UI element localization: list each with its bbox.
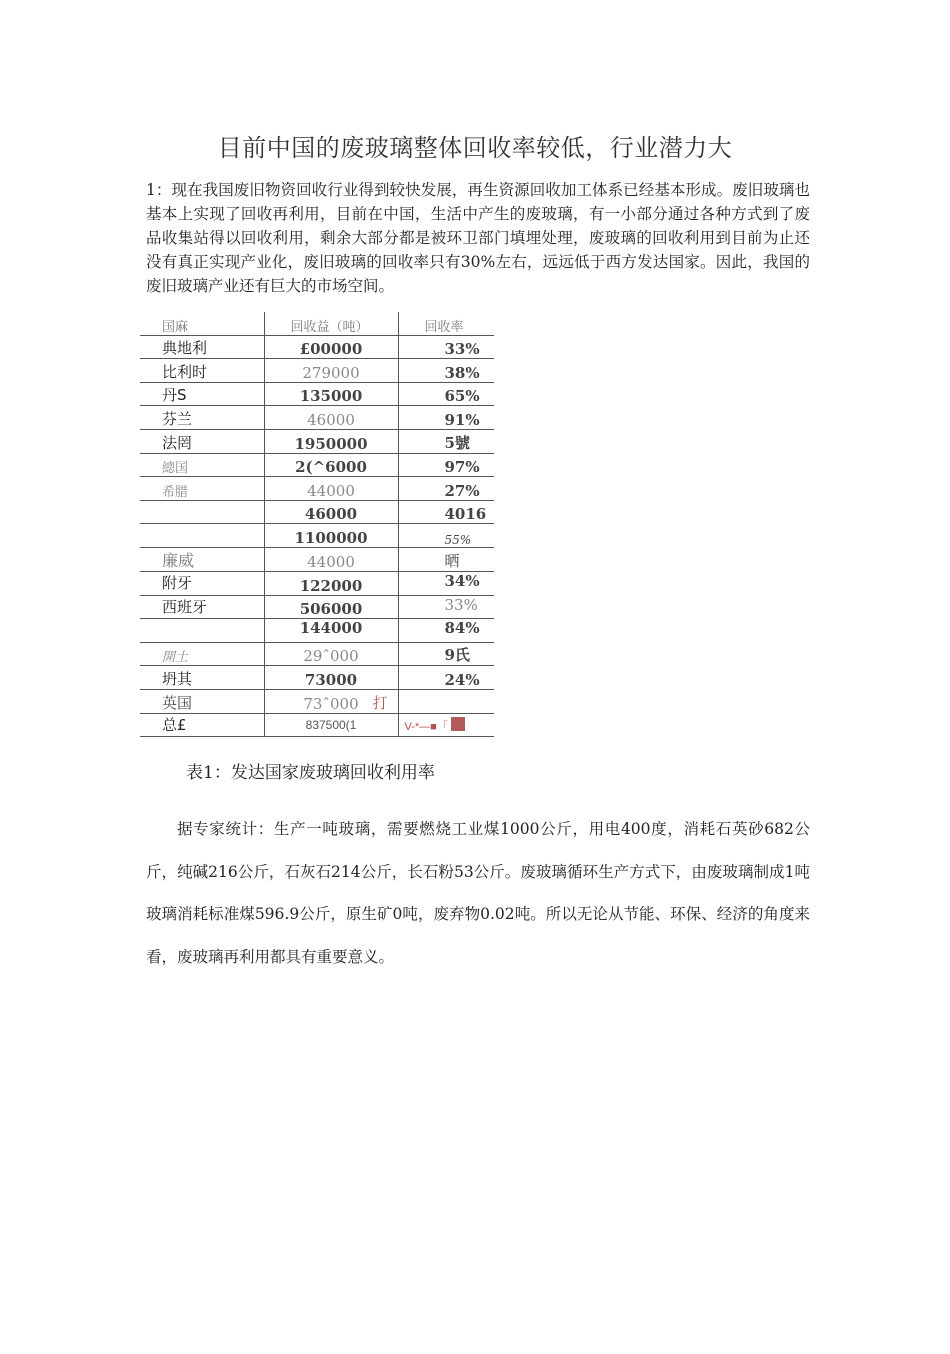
cell-amount: 122000 <box>264 571 398 595</box>
cell-country: 芬兰 <box>140 406 264 430</box>
cell-amount: 144000 <box>264 619 398 643</box>
cell-rate: 9氏 <box>398 642 494 666</box>
table-row <box>140 642 494 666</box>
cell-amount: 29ˆ000 <box>264 642 398 666</box>
table-row <box>140 524 494 548</box>
recycling-table <box>140 312 494 737</box>
cell-rate-text: V-*—■「 <box>404 720 448 733</box>
cell-rate: 55% <box>398 524 494 548</box>
cell-rate: 晒 <box>398 547 494 571</box>
cell-rate: 38% <box>398 359 494 383</box>
table-row <box>140 477 494 501</box>
table-header-row <box>140 312 494 335</box>
red-square-mark <box>451 717 465 731</box>
cell-country <box>140 500 264 524</box>
cell-country: 英国 <box>140 689 264 713</box>
statistics-paragraph: 据专家统计：生产一吨玻璃，需要燃烧工业煤1000公斤，用电400度，消耗石英砂682公斤，纯碱216公斤，石灰石214公斤，长石粉53公斤。废玻璃循环生产方式下，由废玻璃制成1吨玻璃消耗标准煤596.9公斤，原生矿0吨，废弃物0.02吨。所以无论从节能、环保、经济的角度来看，废玻璃再利用都具有重要意义。 <box>146 820 810 966</box>
cell-country: 典地利 <box>140 335 264 359</box>
cell-country: 丹S <box>140 382 264 406</box>
intro-paragraph: 1：现在我国废旧物资回收行业得到较快发展，再生资源回收加工体系已经基本形成。废旧玻璃也基本上实现了回收再利用，目前在中国，生活中产生的废玻璃，有一小部分通过各种方式到了废品收集站得以回收利用，剩余大部分都是被环卫部门填埋处理，废玻璃的回收利用到目前为止还没有真正实现产业化，废旧玻璃的回收率只有30%左右，远远低于西方发达国家。因此，我国的废旧玻璃产业还有巨大的市场空间。 <box>146 181 810 295</box>
cell-rate: 65% <box>398 382 494 406</box>
cell-amount: 837500(1 <box>264 713 398 737</box>
table-row <box>140 713 494 737</box>
table-row <box>140 429 494 453</box>
cell-country <box>140 619 264 643</box>
cell-country: 法罔 <box>140 429 264 453</box>
cell-amount: 1100000 <box>264 524 398 548</box>
table-row <box>140 666 494 690</box>
cell-amount: 44000 <box>264 477 398 501</box>
table-row <box>140 500 494 524</box>
cell-country: 希腊 <box>140 477 264 501</box>
cell-rate: 91% <box>398 406 494 430</box>
cell-amount: 2(^6000 <box>264 453 398 477</box>
cell-country: 总£ <box>140 713 264 737</box>
cell-rate: 34% <box>398 571 494 595</box>
cell-country: 附牙 <box>140 571 264 595</box>
cell-country <box>140 524 264 548</box>
cell-amount: 279000 <box>264 359 398 383</box>
cell-rate: 97% <box>398 453 494 477</box>
cell-rate: 4016 <box>398 500 494 524</box>
table-row <box>140 619 494 643</box>
header-rate: 回收率 <box>398 312 494 335</box>
cell-rate: 33% <box>398 595 494 619</box>
cell-rate: 24% <box>398 666 494 690</box>
page-title: 目前中国的废玻璃整体回收率较低，行业潜力大 <box>217 134 733 162</box>
cell-country: 西班牙 <box>140 595 264 619</box>
cell-amount: 44000 <box>264 547 398 571</box>
table-caption: 表1：发达国家废玻璃回收利用率 <box>186 763 435 783</box>
cell-rate: 5號 <box>398 429 494 453</box>
table-row <box>140 335 494 359</box>
table-row <box>140 595 494 619</box>
header-country: 国麻 <box>140 312 264 335</box>
table-row <box>140 547 494 571</box>
cell-rate: 84% <box>398 619 494 643</box>
cell-rate <box>372 689 494 713</box>
cell-amount: 135000 <box>264 382 398 406</box>
cell-country: 比利时 <box>140 359 264 383</box>
cell-rate-text: 打 <box>372 693 388 712</box>
header-amount: 回收益（吨） <box>264 312 398 335</box>
cell-country: 廉威 <box>140 547 264 571</box>
cell-amount: 46000 <box>264 500 398 524</box>
cell-country: 坍其 <box>140 666 264 690</box>
cell-rate: 27% <box>398 477 494 501</box>
table-row <box>140 571 494 595</box>
cell-amount: 73000 <box>264 666 398 690</box>
cell-country: 開土 <box>140 642 264 666</box>
cell-amount-text: 73ˆ000 <box>303 694 359 713</box>
table-row <box>140 453 494 477</box>
cell-amount: 1950000 <box>264 429 398 453</box>
cell-country: 總国 <box>140 453 264 477</box>
cell-amount: 46000 <box>264 406 398 430</box>
cell-amount: £00000 <box>264 335 398 359</box>
cell-rate <box>398 713 494 737</box>
cell-rate: 33% <box>398 335 494 359</box>
cell-amount: 506000 <box>264 595 398 619</box>
table-row <box>140 382 494 406</box>
table-row <box>140 359 494 383</box>
table-row <box>140 689 494 713</box>
table-row <box>140 406 494 430</box>
